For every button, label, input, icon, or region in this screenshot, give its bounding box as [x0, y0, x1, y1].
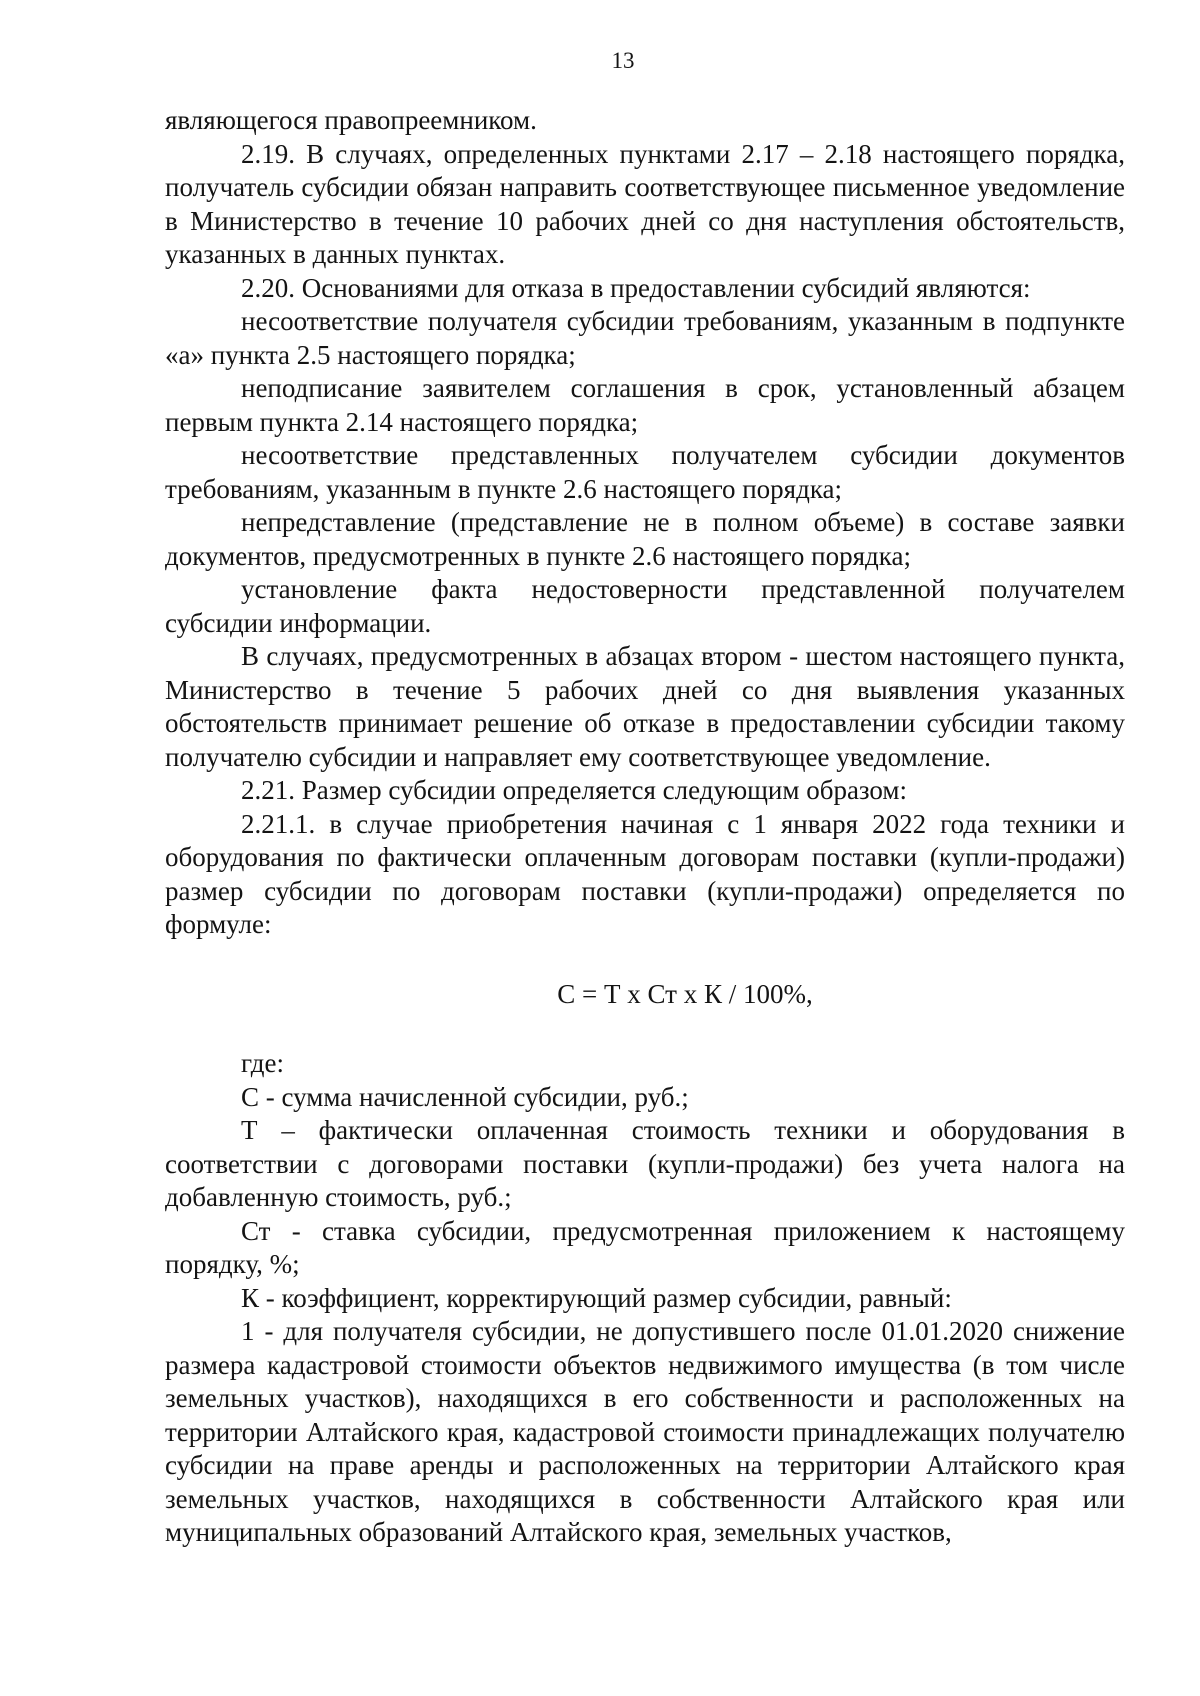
page-number: 13: [611, 48, 635, 73]
paragraph: неподписание заявителем соглашения в срок, установленный абзацем первым пункта 2.14 настоящего порядка;: [165, 373, 1125, 437]
document-body: [165, 104, 1125, 1550]
paragraph: 1 - для получателя субсидии, не допустившего после 01.01.2020 снижение размера кадастровой стоимости объектов недвижимого имущества (в том числе земельных участков), находящихся в его собственности и расположенных на территории Алтайского края, кадастровой стоимости принадлежащих получателю субсидии на праве аренды и расположенных на территории Алтайского края земельных участков, находящихся в собственности Алтайского края или муниципальных образований Алтайского края, земельных участков,: [165, 1316, 1125, 1547]
paragraph-2-19: 2.19. В случаях, определенных пунктами 2.17 – 2.18 настоящего порядка, получатель субсидии обязан направить соответствующее письменное уведомление в Министерство в течение 10 рабочих дней со дня наступления обстоятельств, указанных в данных пунктах.: [165, 138, 1125, 269]
paragraph-2-20: 2.20. Основаниями для отказа в предоставлении субсидий являются:: [241, 272, 1031, 303]
paragraph: К - коэффициент, корректирующий размер субсидии, равный:: [241, 1282, 952, 1313]
paragraph: являющегося правопреемником.: [165, 105, 537, 135]
paragraph: установление факта недостоверности представленной получателем субсидии информации.: [165, 574, 1125, 638]
paragraph: Т – фактически оплаченная стоимость техники и оборудования в соответствии с договорами поставки (купли-продажи) без учета налога на добавленную стоимость, руб.;: [165, 1115, 1125, 1212]
paragraph: В случаях, предусмотренных в абзацах втором - шестом настоящего пункта, Министерство в течение 5 рабочих дней со дня выявления указанных обстоятельств принимает решение об отказе в предоставлении субсидии такому получателю субсидии и направляет ему соответствующее уведомление.: [165, 641, 1125, 772]
paragraph-2-21: 2.21. Размер субсидии определяется следующим образом:: [241, 775, 908, 805]
paragraph: несоответствие представленных получателем субсидии документов требованиям, указанным в пункте 2.6 настоящего порядка;: [165, 440, 1125, 504]
subsidy-formula: С = Т х Ст х К / 100%,: [557, 978, 813, 1009]
paragraph-2-21-1: 2.21.1. в случае приобретения начиная с 1 января 2022 года техники и оборудования по фактически оплаченным договорам поставки (купли-продажи) размер субсидии по договорам поставки (купли-продажи) определяется по формуле:: [165, 808, 1125, 939]
paragraph: несоответствие получателя субсидии требованиям, указанным в подпункте «а» пункта 2.5 настоящего порядка;: [165, 306, 1125, 370]
paragraph: С - сумма начисленной субсидии, руб.;: [241, 1081, 689, 1112]
paragraph: непредставление (представление не в полном объеме) в составе заявки документов, предусмотренных в пункте 2.6 настоящего порядка;: [165, 507, 1125, 571]
paragraph: Ст - ставка субсидии, предусмотренная приложением к настоящему порядку, %;: [165, 1215, 1125, 1279]
paragraph: где:: [241, 1048, 284, 1078]
